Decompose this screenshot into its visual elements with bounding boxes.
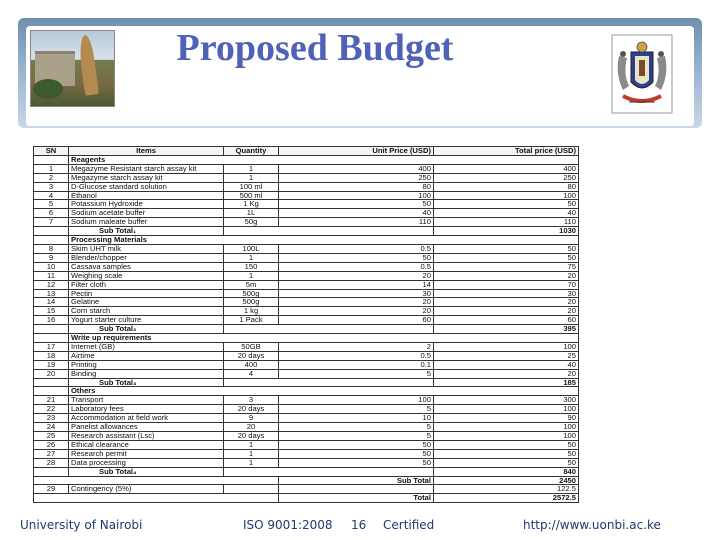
total-price-cell: 60 [434,316,579,325]
total-price-cell: 100 [434,191,579,200]
table-row [34,396,579,405]
sn-cell: 19 [34,360,69,369]
item-cell: Corn starch [69,307,224,316]
total-price-cell: 100 [434,405,579,414]
quantity-cell [224,485,279,494]
item-cell: D-Glucose standard solution [69,182,224,191]
subtotal-label: Sub Total₄ [69,467,224,476]
total-price-cell: 50 [434,440,579,449]
table-row [34,182,579,191]
table-row [34,440,579,449]
item-cell: Laboratory fees [69,405,224,414]
sn-cell: 28 [34,458,69,467]
item-cell: Sodium acetate buffer [69,209,224,218]
table-row [34,351,579,360]
header-sn: SN [34,147,69,156]
unit-price-cell: 100 [279,396,434,405]
table-row [34,485,579,494]
quantity-cell: 50g [224,218,279,227]
quantity-cell: 1 Pack [224,316,279,325]
budget-table-wrap [33,146,577,515]
subtotal-value: 395 [434,325,579,334]
sn-cell: 27 [34,449,69,458]
quantity-cell: 50GB [224,342,279,351]
unit-price-cell: 30 [279,289,434,298]
sn-cell [34,236,69,245]
sn-cell: 2 [34,173,69,182]
header-unit-price: Unit Price (USD) [279,147,434,156]
unit-price-cell: 5 [279,432,434,441]
unit-price-cell: 5 [279,369,434,378]
item-cell: Printing [69,360,224,369]
sn-cell: 9 [34,253,69,262]
sn-cell: 3 [34,182,69,191]
total-row [34,476,579,485]
section-row [34,334,579,343]
subtotal-row [34,325,579,334]
budget-table [33,146,579,503]
total-price-cell: 50 [434,244,579,253]
footer-university: University of Nairobi [20,518,143,532]
sn-cell [34,334,69,343]
quantity-cell: 100L [224,244,279,253]
empty-cell [34,494,279,503]
sn-cell [34,227,69,236]
sn-cell: 23 [34,414,69,423]
section-row [34,387,579,396]
total-price-cell: 122.5 [434,485,579,494]
unit-price-cell: 14 [279,280,434,289]
total-price-cell: 40 [434,360,579,369]
sn-cell: 16 [34,316,69,325]
table-row [34,360,579,369]
subtotal-value: 1030 [434,227,579,236]
quantity-cell: 1 [224,173,279,182]
subtotal-value: 840 [434,467,579,476]
total-price-cell: 100 [434,423,579,432]
quantity-cell: 20 days [224,351,279,360]
subtotal-label: Sub Total₂ [69,325,224,334]
total-value: 2450 [434,476,579,485]
item-cell: Binding [69,369,224,378]
unit-price-cell: 50 [279,440,434,449]
unit-price-cell: 20 [279,271,434,280]
item-cell: Internet (GB) [69,342,224,351]
sn-cell: 10 [34,262,69,271]
sn-cell [34,378,69,387]
sn-cell: 6 [34,209,69,218]
subtotal-label: Sub Total₁ [69,227,224,236]
item-cell: Sodium maleate buffer [69,218,224,227]
unit-price-cell: 0.5 [279,262,434,271]
unit-price-cell: 40 [279,209,434,218]
sn-cell: 17 [34,342,69,351]
item-cell: Research assistant (Lsc) [69,432,224,441]
sn-cell [34,155,69,164]
sn-cell: 13 [34,289,69,298]
sn-cell: 8 [34,244,69,253]
table-row [34,414,579,423]
quantity-cell: 1 [224,253,279,262]
total-price-cell: 50 [434,449,579,458]
unit-price-cell: 0.5 [279,244,434,253]
page-title: Proposed Budget [176,27,454,69]
sn-cell: 18 [34,351,69,360]
quantity-cell: 400 [224,360,279,369]
unit-price-cell: 100 [279,191,434,200]
item-cell: Yogurt starter culture [69,316,224,325]
budget-table-body [34,155,579,502]
table-row [34,244,579,253]
table-row [34,200,579,209]
total-price-cell: 20 [434,369,579,378]
quantity-cell: 20 days [224,405,279,414]
empty-cell [224,227,434,236]
total-price-cell: 20 [434,271,579,280]
section-label: Processing Materials [69,236,579,245]
unit-price-cell: 5 [279,405,434,414]
table-row [34,307,579,316]
sn-cell: 4 [34,191,69,200]
university-crest-icon [611,34,673,114]
subtotal-row [34,467,579,476]
footer-iso: ISO 9001:2008 [243,518,333,532]
item-cell: Data processing [69,458,224,467]
total-price-cell: 50 [434,200,579,209]
table-row [34,191,579,200]
unit-price-cell: 50 [279,458,434,467]
quantity-cell: 500 ml [224,191,279,200]
total-price-cell: 110 [434,218,579,227]
sn-cell [34,467,69,476]
item-cell: Weighing scale [69,271,224,280]
unit-price-cell: 0.1 [279,360,434,369]
table-row [34,280,579,289]
empty-cell [224,325,434,334]
section-row [34,155,579,164]
quantity-cell: 1 [224,164,279,173]
table-row [34,164,579,173]
quantity-cell: 150 [224,262,279,271]
sn-cell: 14 [34,298,69,307]
table-row [34,449,579,458]
unit-price-cell: 50 [279,449,434,458]
sn-cell [34,387,69,396]
quantity-cell: 500g [224,289,279,298]
table-row [34,369,579,378]
unit-price-cell: 50 [279,253,434,262]
quantity-cell: 1 [224,458,279,467]
sn-cell: 26 [34,440,69,449]
unit-price-cell: 20 [279,307,434,316]
item-cell: Pectin [69,289,224,298]
item-cell: Ethical clearance [69,440,224,449]
total-price-cell: 90 [434,414,579,423]
header-total-price: Total price (USD) [434,147,579,156]
unit-price-cell: 20 [279,298,434,307]
total-row [34,494,579,503]
total-label: Total [279,494,434,503]
section-label: Others [69,387,579,396]
item-cell: Skim UHT milk [69,244,224,253]
quantity-cell: 1 Kg [224,200,279,209]
unit-price-cell: 60 [279,316,434,325]
section-label: Reagents [69,155,579,164]
sn-cell: 7 [34,218,69,227]
total-price-cell: 30 [434,289,579,298]
item-cell: Gelatine [69,298,224,307]
unit-price-cell: 2 [279,342,434,351]
footer-certified: Certified [383,518,435,532]
subtotal-row [34,227,579,236]
item-cell: Contingency (5%) [69,485,224,494]
total-price-cell: 70 [434,280,579,289]
item-cell: Transport [69,396,224,405]
table-row [34,298,579,307]
table-row [34,173,579,182]
total-price-cell: 400 [434,164,579,173]
total-price-cell: 25 [434,351,579,360]
sn-cell: 24 [34,423,69,432]
item-cell: Blender/chopper [69,253,224,262]
table-header-row [34,147,579,156]
table-row [34,432,579,441]
subtotal-value: 185 [434,378,579,387]
empty-cell [34,476,279,485]
item-cell: Accommodation at field work [69,414,224,423]
quantity-cell: 9 [224,414,279,423]
table-row [34,209,579,218]
total-price-cell: 20 [434,307,579,316]
sn-cell: 21 [34,396,69,405]
total-value: 2572.5 [434,494,579,503]
section-row [34,236,579,245]
campus-photo [30,30,115,107]
unit-price-cell: 80 [279,182,434,191]
item-cell: Ethanol [69,191,224,200]
header-items: Items [69,147,224,156]
item-cell: Megazyme Resistant starch assay kit [69,164,224,173]
total-price-cell: 75 [434,262,579,271]
total-price-cell: 300 [434,396,579,405]
table-row [34,423,579,432]
sn-cell: 12 [34,280,69,289]
header-quantity: Quantity [224,147,279,156]
unit-price-cell: 0.5 [279,351,434,360]
item-cell: Research permit [69,449,224,458]
item-cell: Megazyme starch assay kit [69,173,224,182]
empty-cell [224,378,434,387]
table-row [34,271,579,280]
unit-price-cell: 5 [279,423,434,432]
subtotal-row [34,378,579,387]
total-price-cell: 100 [434,342,579,351]
footer-page-number: 16 [351,518,367,532]
item-cell: Cassava samples [69,262,224,271]
unit-price-cell: 10 [279,414,434,423]
footer-url[interactable]: http://www.uonbi.ac.ke [523,518,661,532]
quantity-cell: 500g [224,298,279,307]
total-price-cell: 20 [434,298,579,307]
sn-cell: 15 [34,307,69,316]
item-cell: Panelist allowances [69,423,224,432]
quantity-cell: 3 [224,396,279,405]
quantity-cell: 1 [224,449,279,458]
quantity-cell: 1 kg [224,307,279,316]
total-label: Sub Total [279,476,434,485]
unit-price-cell: 50 [279,200,434,209]
unit-price-cell [279,485,434,494]
item-cell: Potassium Hydroxide [69,200,224,209]
item-cell: Airtime [69,351,224,360]
table-row [34,342,579,351]
total-price-cell: 50 [434,253,579,262]
sn-cell: 25 [34,432,69,441]
table-row [34,253,579,262]
empty-cell [224,467,434,476]
sn-cell: 29 [34,485,69,494]
table-row [34,316,579,325]
sn-cell: 22 [34,405,69,414]
table-row [34,218,579,227]
table-row [34,458,579,467]
item-cell: Filter cloth [69,280,224,289]
subtotal-label: Sub Total₃ [69,378,224,387]
quantity-cell: 20 [224,423,279,432]
total-price-cell: 100 [434,432,579,441]
total-price-cell: 50 [434,458,579,467]
quantity-cell: 1 [224,271,279,280]
total-price-cell: 250 [434,173,579,182]
unit-price-cell: 400 [279,164,434,173]
quantity-cell: 100 ml [224,182,279,191]
sn-cell: 1 [34,164,69,173]
quantity-cell: 1L [224,209,279,218]
section-label: Write up requirements [69,334,579,343]
table-row [34,262,579,271]
quantity-cell: 4 [224,369,279,378]
sn-cell: 20 [34,369,69,378]
table-row [34,405,579,414]
quantity-cell: 20 days [224,432,279,441]
unit-price-cell: 110 [279,218,434,227]
sn-cell [34,325,69,334]
sn-cell: 11 [34,271,69,280]
sn-cell: 5 [34,200,69,209]
total-price-cell: 80 [434,182,579,191]
quantity-cell: 5m [224,280,279,289]
total-price-cell: 40 [434,209,579,218]
table-row [34,289,579,298]
unit-price-cell: 250 [279,173,434,182]
quantity-cell: 1 [224,440,279,449]
